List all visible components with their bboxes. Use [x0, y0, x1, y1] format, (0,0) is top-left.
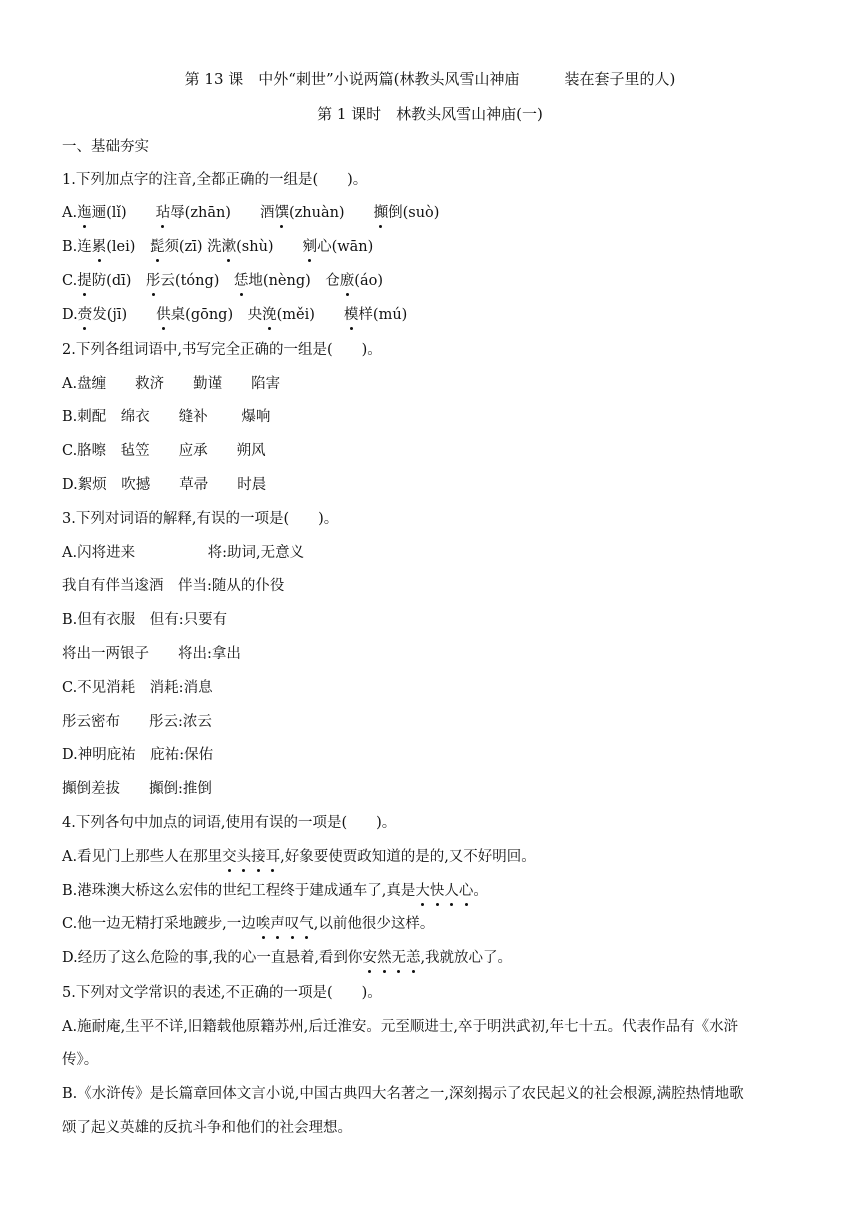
- q5-option-a: A.施耐庵,生平不详,旧籍载他原籍苏州,后迁淮安。元至顺进士,卒于明洪武初,年七十五。代表作品有《水浒: [62, 1019, 739, 1035]
- lesson-title: 第 13 课 中外“刺世”小说两篇(林教头风雪山神庙 装在套子里的人): [184, 70, 676, 88]
- q3-line: 我自有伴当逡酒 伴当:随从的仆役: [62, 578, 285, 594]
- q4-option-c: C.他一边无精打采地踱步,一边唉声叹气,以前他很少这样。: [62, 916, 435, 932]
- q2-option-a: A.盘缠 救济 勤谨 陷害: [62, 376, 281, 392]
- section-heading: 一、基础夯实: [62, 139, 149, 155]
- q3-line: D.神明庇祐 庇祐:保佑: [62, 747, 214, 763]
- q3-line: 攧倒差拔 攧倒:推倒: [62, 781, 212, 797]
- q5-option-b: B.《水浒传》是长篇章回体文言小说,中国古典四大名著之一,深刻揭示了农民起义的社会根源,满腔热情地歌: [62, 1086, 744, 1102]
- q2-option-b: B.刺配 绵衣 缝补 爆响: [62, 409, 271, 425]
- q1-stem: 1.下列加点字的注音,全都正确的一组是( )。: [62, 172, 368, 188]
- q1-option-d: D.赍发(jī) 供桌(gōng) 央浼(měi) 模样(mú): [62, 307, 408, 323]
- q3-line: A.闪将进来 将:助词,无意义: [62, 545, 305, 561]
- q2-stem: 2.下列各组词语中,书写完全正确的一组是( )。: [62, 342, 382, 358]
- q4-option-a: A.看见门上那些人在那里交头接耳,好象要使贾政知道的是的,又不好明回。: [62, 849, 536, 865]
- q3-line: 彤云密布 彤云:浓云: [62, 714, 212, 730]
- q2-option-d: D.絮烦 吹撼 草帚 时晨: [62, 477, 267, 493]
- q1-option-a: A.迤逦(lǐ) 玷辱(zhān) 酒馔(zhuàn) 攧倒(suò): [62, 205, 440, 221]
- q4-option-d: D.经历了这么危险的事,我的心一直悬着,看到你安然无恙,我就放心了。: [62, 950, 513, 966]
- q3-stem: 3.下列对词语的解释,有误的一项是( )。: [62, 511, 339, 527]
- q5-option-a-cont: 传》。: [62, 1052, 99, 1068]
- lesson-subtitle: 第 1 课时 林教头风雪山神庙(一): [317, 105, 543, 123]
- q3-line: 将出一两银子 将出:拿出: [62, 646, 241, 662]
- q5-stem: 5.下列对文学常识的表述,不正确的一项是( )。: [62, 985, 382, 1001]
- q1-option-c: C.提防(dī) 彤云(tóng) 恁地(nèng) 仓廒(áo): [62, 273, 383, 289]
- q1-option-b: B.连累(lei) 髭须(zī) 洗漱(shù) 剜心(wān): [62, 239, 374, 255]
- q4-stem: 4.下列各句中加点的词语,使用有误的一项是( )。: [62, 815, 397, 831]
- q2-option-c: C.胳嚓 毡笠 应承 朔风: [62, 443, 266, 459]
- q3-line: C.不见消耗 消耗:消息: [62, 680, 213, 696]
- q4-option-b: B.港珠澳大桥这么宏伟的世纪工程终于建成通车了,真是大快人心。: [62, 883, 488, 899]
- q3-line: B.但有衣服 但有:只要有: [62, 612, 228, 628]
- q5-option-b-cont: 颂了起义英雄的反抗斗争和他们的社会理想。: [62, 1120, 352, 1136]
